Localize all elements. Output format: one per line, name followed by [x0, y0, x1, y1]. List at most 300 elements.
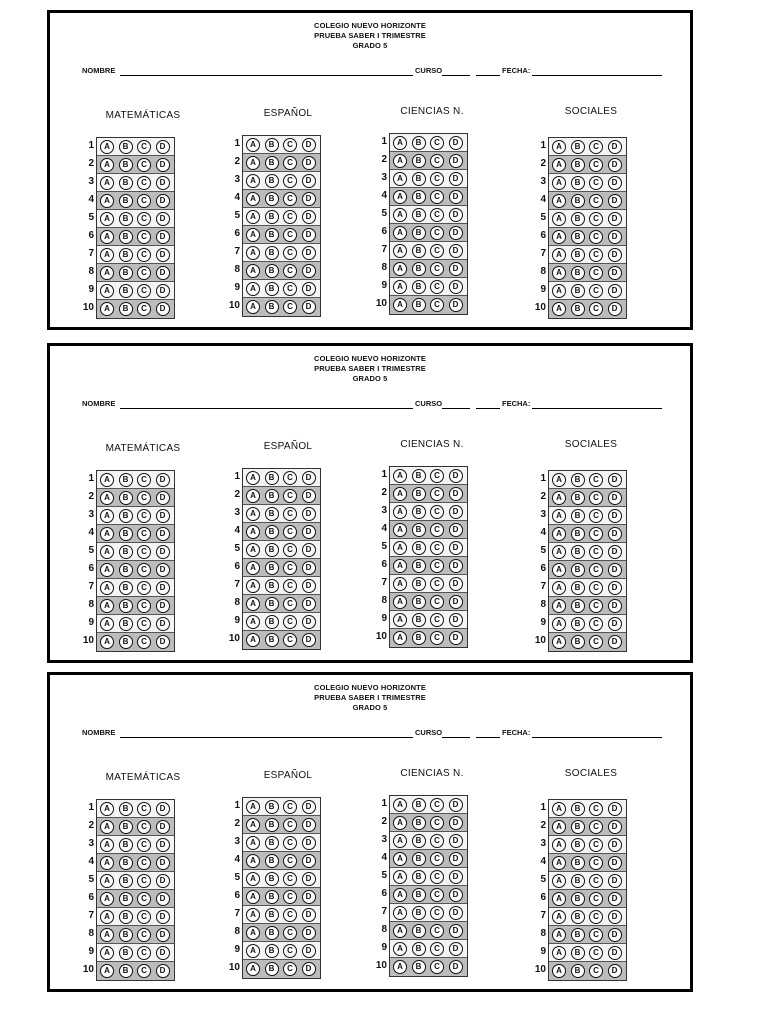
option-bubble[interactable]: A	[100, 491, 114, 505]
option-bubble[interactable]: C	[137, 491, 151, 505]
option-bubble[interactable]: B	[265, 507, 279, 521]
option-bubble[interactable]: C	[283, 543, 297, 557]
option-bubble[interactable]: A	[246, 944, 260, 958]
option-bubble[interactable]: C	[589, 874, 603, 888]
option-bubble[interactable]: C	[589, 230, 603, 244]
option-bubble[interactable]: B	[265, 836, 279, 850]
option-bubble[interactable]: B	[412, 208, 426, 222]
option-bubble[interactable]: D	[156, 599, 170, 613]
option-bubble[interactable]: B	[571, 892, 585, 906]
option-bubble[interactable]: A	[552, 302, 566, 316]
option-bubble[interactable]: C	[137, 266, 151, 280]
option-bubble[interactable]: A	[393, 226, 407, 240]
option-bubble[interactable]: B	[571, 874, 585, 888]
option-bubble[interactable]: C	[589, 248, 603, 262]
option-bubble[interactable]: C	[589, 892, 603, 906]
option-bubble[interactable]: B	[412, 505, 426, 519]
option-bubble[interactable]: C	[137, 509, 151, 523]
option-bubble[interactable]: D	[302, 282, 316, 296]
option-bubble[interactable]: A	[552, 473, 566, 487]
option-bubble[interactable]: D	[156, 617, 170, 631]
option-bubble[interactable]: D	[449, 960, 463, 974]
option-bubble[interactable]: D	[449, 613, 463, 627]
option-bubble[interactable]: C	[283, 489, 297, 503]
option-bubble[interactable]: B	[265, 174, 279, 188]
option-bubble[interactable]: D	[449, 523, 463, 537]
option-bubble[interactable]: A	[100, 874, 114, 888]
option-bubble[interactable]: A	[552, 856, 566, 870]
option-bubble[interactable]: C	[589, 964, 603, 978]
option-bubble[interactable]: D	[302, 872, 316, 886]
option-bubble[interactable]: C	[430, 870, 444, 884]
option-bubble[interactable]: C	[137, 892, 151, 906]
option-bubble[interactable]: D	[302, 138, 316, 152]
option-bubble[interactable]: D	[156, 581, 170, 595]
option-bubble[interactable]: A	[393, 244, 407, 258]
option-bubble[interactable]: B	[265, 543, 279, 557]
option-bubble[interactable]: A	[246, 579, 260, 593]
option-bubble[interactable]: B	[119, 194, 133, 208]
option-bubble[interactable]: A	[100, 140, 114, 154]
option-bubble[interactable]: D	[608, 599, 622, 613]
option-bubble[interactable]: C	[137, 820, 151, 834]
option-bubble[interactable]: D	[156, 230, 170, 244]
option-bubble[interactable]: D	[608, 212, 622, 226]
option-bubble[interactable]: B	[412, 262, 426, 276]
option-bubble[interactable]: D	[449, 244, 463, 258]
option-bubble[interactable]: D	[156, 509, 170, 523]
option-bubble[interactable]: A	[393, 595, 407, 609]
option-bubble[interactable]: D	[608, 194, 622, 208]
option-bubble[interactable]: C	[589, 545, 603, 559]
option-bubble[interactable]: C	[430, 798, 444, 812]
option-bubble[interactable]: D	[608, 581, 622, 595]
option-bubble[interactable]: B	[412, 541, 426, 555]
option-bubble[interactable]: D	[449, 559, 463, 573]
option-bubble[interactable]: D	[608, 964, 622, 978]
option-bubble[interactable]: B	[571, 140, 585, 154]
option-bubble[interactable]: A	[100, 946, 114, 960]
option-bubble[interactable]: A	[393, 172, 407, 186]
option-bubble[interactable]: A	[246, 156, 260, 170]
option-bubble[interactable]: A	[393, 154, 407, 168]
option-bubble[interactable]: D	[608, 874, 622, 888]
option-bubble[interactable]: A	[246, 561, 260, 575]
option-bubble[interactable]: B	[571, 856, 585, 870]
option-bubble[interactable]: C	[283, 138, 297, 152]
option-bubble[interactable]: A	[246, 525, 260, 539]
option-bubble[interactable]: D	[608, 176, 622, 190]
option-bubble[interactable]: C	[137, 946, 151, 960]
option-bubble[interactable]: B	[119, 856, 133, 870]
option-bubble[interactable]: C	[283, 800, 297, 814]
option-bubble[interactable]: D	[302, 579, 316, 593]
option-bubble[interactable]: B	[119, 527, 133, 541]
option-bubble[interactable]: A	[552, 820, 566, 834]
option-bubble[interactable]: D	[608, 158, 622, 172]
option-bubble[interactable]: B	[412, 613, 426, 627]
option-bubble[interactable]: C	[137, 176, 151, 190]
option-bubble[interactable]: A	[552, 491, 566, 505]
option-bubble[interactable]: A	[100, 599, 114, 613]
option-bubble[interactable]: C	[430, 505, 444, 519]
option-bubble[interactable]: D	[449, 469, 463, 483]
option-bubble[interactable]: C	[430, 631, 444, 645]
option-bubble[interactable]: A	[246, 615, 260, 629]
option-bubble[interactable]: D	[302, 854, 316, 868]
option-bubble[interactable]: C	[589, 212, 603, 226]
option-bubble[interactable]: A	[552, 527, 566, 541]
option-bubble[interactable]: C	[137, 599, 151, 613]
option-bubble[interactable]: D	[449, 924, 463, 938]
option-bubble[interactable]: C	[283, 944, 297, 958]
option-bubble[interactable]: B	[119, 248, 133, 262]
option-bubble[interactable]: A	[246, 210, 260, 224]
option-bubble[interactable]: D	[449, 226, 463, 240]
option-bubble[interactable]: A	[100, 248, 114, 262]
option-bubble[interactable]: A	[100, 802, 114, 816]
option-bubble[interactable]: D	[449, 541, 463, 555]
option-bubble[interactable]: A	[246, 818, 260, 832]
option-bubble[interactable]: C	[283, 872, 297, 886]
option-bubble[interactable]: D	[302, 156, 316, 170]
option-bubble[interactable]: B	[571, 302, 585, 316]
option-bubble[interactable]: D	[302, 543, 316, 557]
option-bubble[interactable]: A	[552, 928, 566, 942]
option-bubble[interactable]: C	[430, 577, 444, 591]
option-bubble[interactable]: A	[100, 964, 114, 978]
option-bubble[interactable]: A	[246, 228, 260, 242]
option-bubble[interactable]: B	[265, 156, 279, 170]
option-bubble[interactable]: A	[393, 487, 407, 501]
option-bubble[interactable]: C	[430, 208, 444, 222]
option-bubble[interactable]: A	[246, 800, 260, 814]
option-bubble[interactable]: C	[589, 284, 603, 298]
option-bubble[interactable]: D	[449, 798, 463, 812]
option-bubble[interactable]: B	[265, 944, 279, 958]
option-bubble[interactable]: B	[265, 597, 279, 611]
option-bubble[interactable]: D	[156, 928, 170, 942]
option-bubble[interactable]: A	[246, 264, 260, 278]
option-bubble[interactable]: B	[571, 910, 585, 924]
option-bubble[interactable]: C	[589, 527, 603, 541]
option-bubble[interactable]: C	[137, 140, 151, 154]
option-bubble[interactable]: C	[430, 960, 444, 974]
option-bubble[interactable]: B	[119, 158, 133, 172]
option-bubble[interactable]: B	[412, 172, 426, 186]
option-bubble[interactable]: D	[608, 928, 622, 942]
option-bubble[interactable]: C	[430, 172, 444, 186]
option-bubble[interactable]: C	[137, 230, 151, 244]
option-bubble[interactable]: D	[302, 561, 316, 575]
option-bubble[interactable]: C	[589, 266, 603, 280]
option-bubble[interactable]: C	[137, 527, 151, 541]
option-bubble[interactable]: C	[283, 962, 297, 976]
option-bubble[interactable]: A	[393, 280, 407, 294]
option-bubble[interactable]: C	[589, 802, 603, 816]
option-bubble[interactable]: D	[302, 192, 316, 206]
option-bubble[interactable]: A	[246, 597, 260, 611]
option-bubble[interactable]: D	[156, 563, 170, 577]
option-bubble[interactable]: A	[246, 890, 260, 904]
option-bubble[interactable]: C	[283, 471, 297, 485]
option-bubble[interactable]: D	[156, 838, 170, 852]
option-bubble[interactable]: B	[571, 284, 585, 298]
option-bubble[interactable]: B	[571, 176, 585, 190]
option-bubble[interactable]: B	[265, 489, 279, 503]
option-bubble[interactable]: D	[608, 473, 622, 487]
option-bubble[interactable]: A	[393, 613, 407, 627]
option-bubble[interactable]: B	[412, 595, 426, 609]
option-bubble[interactable]: A	[393, 852, 407, 866]
option-bubble[interactable]: B	[119, 545, 133, 559]
option-bubble[interactable]: C	[137, 473, 151, 487]
date-field[interactable]	[532, 737, 662, 738]
option-bubble[interactable]: B	[265, 800, 279, 814]
option-bubble[interactable]: A	[552, 802, 566, 816]
option-bubble[interactable]: D	[608, 509, 622, 523]
option-bubble[interactable]: C	[589, 599, 603, 613]
option-bubble[interactable]: C	[283, 926, 297, 940]
option-bubble[interactable]: D	[449, 136, 463, 150]
option-bubble[interactable]: A	[246, 192, 260, 206]
option-bubble[interactable]: B	[571, 820, 585, 834]
option-bubble[interactable]: A	[246, 300, 260, 314]
option-bubble[interactable]: B	[265, 890, 279, 904]
option-bubble[interactable]: D	[302, 908, 316, 922]
date-field[interactable]	[532, 408, 662, 409]
option-bubble[interactable]: D	[156, 194, 170, 208]
option-bubble[interactable]: D	[608, 838, 622, 852]
option-bubble[interactable]: C	[589, 946, 603, 960]
option-bubble[interactable]: D	[608, 230, 622, 244]
option-bubble[interactable]: B	[571, 194, 585, 208]
option-bubble[interactable]: D	[608, 302, 622, 316]
option-bubble[interactable]: D	[608, 266, 622, 280]
option-bubble[interactable]: C	[137, 617, 151, 631]
option-bubble[interactable]: A	[100, 473, 114, 487]
option-bubble[interactable]: A	[393, 942, 407, 956]
option-bubble[interactable]: B	[119, 176, 133, 190]
option-bubble[interactable]: B	[119, 230, 133, 244]
option-bubble[interactable]: D	[608, 140, 622, 154]
option-bubble[interactable]: D	[302, 489, 316, 503]
option-bubble[interactable]: C	[283, 300, 297, 314]
option-bubble[interactable]: D	[449, 631, 463, 645]
option-bubble[interactable]: A	[552, 617, 566, 631]
option-bubble[interactable]: B	[119, 874, 133, 888]
option-bubble[interactable]: B	[571, 599, 585, 613]
option-bubble[interactable]: D	[302, 507, 316, 521]
option-bubble[interactable]: C	[430, 834, 444, 848]
option-bubble[interactable]: D	[449, 577, 463, 591]
option-bubble[interactable]: C	[283, 264, 297, 278]
option-bubble[interactable]: A	[552, 284, 566, 298]
option-bubble[interactable]: A	[393, 298, 407, 312]
option-bubble[interactable]: A	[100, 838, 114, 852]
option-bubble[interactable]: B	[412, 960, 426, 974]
option-bubble[interactable]: D	[302, 890, 316, 904]
option-bubble[interactable]: D	[449, 870, 463, 884]
option-bubble[interactable]: C	[137, 856, 151, 870]
option-bubble[interactable]: A	[100, 230, 114, 244]
option-bubble[interactable]: A	[100, 820, 114, 834]
option-bubble[interactable]: B	[119, 892, 133, 906]
option-bubble[interactable]: B	[265, 246, 279, 260]
option-bubble[interactable]: A	[246, 471, 260, 485]
option-bubble[interactable]: C	[137, 248, 151, 262]
option-bubble[interactable]: A	[552, 140, 566, 154]
option-bubble[interactable]: C	[283, 246, 297, 260]
option-bubble[interactable]: D	[302, 633, 316, 647]
option-bubble[interactable]: D	[156, 892, 170, 906]
option-bubble[interactable]: D	[608, 892, 622, 906]
option-bubble[interactable]: A	[246, 282, 260, 296]
option-bubble[interactable]: B	[119, 473, 133, 487]
option-bubble[interactable]: C	[137, 928, 151, 942]
option-bubble[interactable]: A	[393, 505, 407, 519]
option-bubble[interactable]: D	[449, 595, 463, 609]
option-bubble[interactable]: C	[137, 194, 151, 208]
option-bubble[interactable]: C	[589, 140, 603, 154]
option-bubble[interactable]: C	[430, 888, 444, 902]
date-field[interactable]	[532, 75, 662, 76]
option-bubble[interactable]: B	[571, 581, 585, 595]
option-bubble[interactable]: B	[412, 870, 426, 884]
option-bubble[interactable]: C	[430, 280, 444, 294]
option-bubble[interactable]: D	[449, 172, 463, 186]
option-bubble[interactable]: C	[589, 491, 603, 505]
option-bubble[interactable]: C	[589, 635, 603, 649]
option-bubble[interactable]: C	[430, 469, 444, 483]
option-bubble[interactable]: C	[430, 924, 444, 938]
option-bubble[interactable]: C	[430, 541, 444, 555]
option-bubble[interactable]: D	[449, 262, 463, 276]
option-bubble[interactable]: B	[119, 212, 133, 226]
option-bubble[interactable]: B	[571, 491, 585, 505]
option-bubble[interactable]: C	[430, 244, 444, 258]
option-bubble[interactable]: A	[552, 545, 566, 559]
option-bubble[interactable]: A	[246, 543, 260, 557]
option-bubble[interactable]: C	[283, 818, 297, 832]
option-bubble[interactable]: A	[393, 888, 407, 902]
option-bubble[interactable]: C	[137, 212, 151, 226]
option-bubble[interactable]: C	[283, 890, 297, 904]
option-bubble[interactable]: B	[571, 802, 585, 816]
option-bubble[interactable]: A	[393, 262, 407, 276]
option-bubble[interactable]: D	[608, 284, 622, 298]
option-bubble[interactable]: A	[100, 563, 114, 577]
option-bubble[interactable]: A	[552, 194, 566, 208]
option-bubble[interactable]: B	[571, 248, 585, 262]
option-bubble[interactable]: A	[100, 509, 114, 523]
option-bubble[interactable]: C	[283, 836, 297, 850]
option-bubble[interactable]: D	[302, 615, 316, 629]
option-bubble[interactable]: A	[552, 635, 566, 649]
option-bubble[interactable]: D	[302, 525, 316, 539]
option-bubble[interactable]: B	[119, 946, 133, 960]
option-bubble[interactable]: B	[265, 579, 279, 593]
option-bubble[interactable]: D	[302, 597, 316, 611]
option-bubble[interactable]: B	[412, 906, 426, 920]
option-bubble[interactable]: B	[412, 816, 426, 830]
option-bubble[interactable]: C	[589, 856, 603, 870]
option-bubble[interactable]: C	[589, 473, 603, 487]
option-bubble[interactable]: D	[156, 284, 170, 298]
option-bubble[interactable]: C	[589, 910, 603, 924]
option-bubble[interactable]: B	[412, 888, 426, 902]
option-bubble[interactable]: C	[137, 581, 151, 595]
option-bubble[interactable]: C	[137, 158, 151, 172]
option-bubble[interactable]: D	[302, 471, 316, 485]
option-bubble[interactable]: B	[412, 154, 426, 168]
option-bubble[interactable]: B	[412, 298, 426, 312]
course-field[interactable]	[442, 737, 470, 738]
option-bubble[interactable]: B	[119, 928, 133, 942]
option-bubble[interactable]: B	[571, 563, 585, 577]
option-bubble[interactable]: A	[246, 489, 260, 503]
option-bubble[interactable]: A	[393, 960, 407, 974]
option-bubble[interactable]: C	[283, 228, 297, 242]
option-bubble[interactable]: A	[393, 870, 407, 884]
option-bubble[interactable]: A	[100, 545, 114, 559]
option-bubble[interactable]: D	[302, 246, 316, 260]
option-bubble[interactable]: C	[430, 523, 444, 537]
option-bubble[interactable]: B	[119, 302, 133, 316]
option-bubble[interactable]: A	[552, 158, 566, 172]
option-bubble[interactable]: A	[246, 633, 260, 647]
option-bubble[interactable]: D	[156, 491, 170, 505]
option-bubble[interactable]: A	[552, 910, 566, 924]
option-bubble[interactable]: D	[608, 563, 622, 577]
option-bubble[interactable]: B	[119, 491, 133, 505]
option-bubble[interactable]: A	[552, 176, 566, 190]
option-bubble[interactable]: A	[393, 798, 407, 812]
option-bubble[interactable]: D	[302, 800, 316, 814]
option-bubble[interactable]: C	[589, 509, 603, 523]
option-bubble[interactable]: D	[302, 962, 316, 976]
option-bubble[interactable]: D	[449, 505, 463, 519]
option-bubble[interactable]: B	[412, 577, 426, 591]
option-bubble[interactable]: B	[119, 617, 133, 631]
option-bubble[interactable]: A	[246, 962, 260, 976]
option-bubble[interactable]: A	[246, 854, 260, 868]
option-bubble[interactable]: B	[412, 924, 426, 938]
option-bubble[interactable]: D	[156, 946, 170, 960]
option-bubble[interactable]: A	[100, 158, 114, 172]
option-bubble[interactable]: A	[100, 266, 114, 280]
option-bubble[interactable]: A	[393, 559, 407, 573]
option-bubble[interactable]: B	[412, 631, 426, 645]
option-bubble[interactable]: A	[100, 527, 114, 541]
option-bubble[interactable]: C	[589, 617, 603, 631]
option-bubble[interactable]: D	[449, 208, 463, 222]
option-bubble[interactable]: A	[100, 635, 114, 649]
option-bubble[interactable]: A	[393, 523, 407, 537]
option-bubble[interactable]: A	[100, 892, 114, 906]
option-bubble[interactable]: D	[156, 820, 170, 834]
option-bubble[interactable]: D	[156, 910, 170, 924]
option-bubble[interactable]: A	[552, 509, 566, 523]
name-field[interactable]	[120, 737, 413, 738]
option-bubble[interactable]: C	[283, 525, 297, 539]
option-bubble[interactable]: C	[430, 942, 444, 956]
option-bubble[interactable]: D	[449, 154, 463, 168]
option-bubble[interactable]: B	[119, 284, 133, 298]
option-bubble[interactable]: B	[119, 802, 133, 816]
option-bubble[interactable]: C	[283, 192, 297, 206]
option-bubble[interactable]: A	[100, 212, 114, 226]
